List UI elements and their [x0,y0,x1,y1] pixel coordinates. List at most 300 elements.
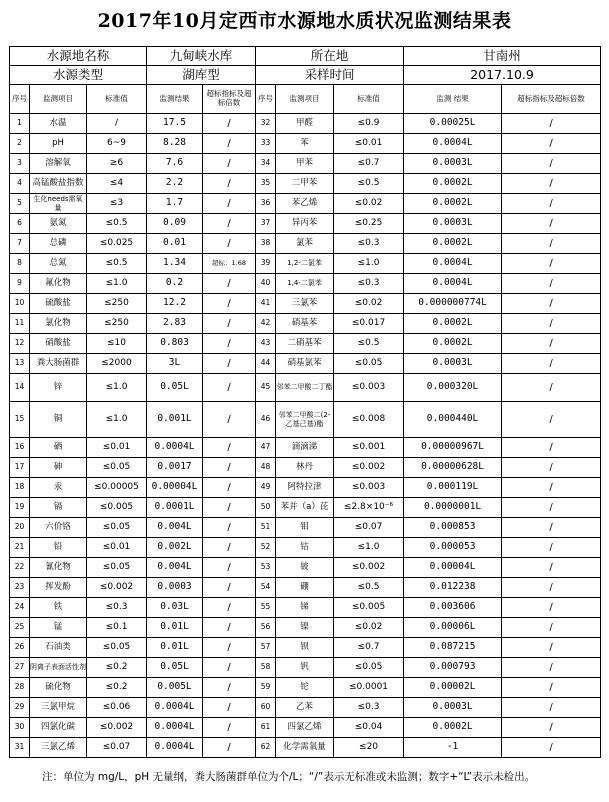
table-row [10,598,601,618]
cell-item: 粪大肠菌群 [30,354,87,374]
table-row [10,718,601,738]
cell-item: 阴离子表面活性剂 [30,658,87,678]
table-row [10,354,601,374]
source-name-value: 九甸峡水库 [147,47,256,66]
cell-item: 乙苯 [276,698,334,718]
cell-standard: ≤0.002 [334,458,404,478]
cell-evaluation: / [502,718,601,738]
cell-result: 0.003606 [404,598,502,618]
cell-result: 0.0004L [404,254,502,274]
cell-result: 0.004L [147,518,203,538]
cell-no: 62 [256,738,276,758]
cell-result: 0.00000967L [404,438,502,458]
cell-evaluation: / [502,234,601,254]
cell-standard: ≤4 [87,174,147,194]
cell-standard: ≤0.5 [334,174,404,194]
cell-item: 石油类 [30,638,87,658]
cell-no: 23 [10,578,30,598]
cell-result: 17.5 [147,114,203,134]
cell-item: 四氯化碳 [30,718,87,738]
cell-standard: ≤0.02 [334,618,404,638]
table-row [10,274,601,294]
cell-result: 0.0004L [147,738,203,758]
cell-no: 43 [256,334,276,354]
table-row [10,438,601,458]
location-value: 甘南州 [404,47,601,66]
cell-evaluation: / [502,334,601,354]
cell-no: 55 [256,598,276,618]
cell-evaluation: / [502,538,601,558]
cell-item: 氨氮 [30,214,87,234]
cell-item: 三氯乙烯 [30,738,87,758]
cell-standard: ≤0.01 [87,438,147,458]
cell-standard: ≤0.5 [334,578,404,598]
cell-no: 38 [256,234,276,254]
cell-result: 0.005L [147,678,203,698]
cell-no: 30 [10,718,30,738]
cell-evaluation: / [203,558,256,578]
cell-evaluation: / [203,698,256,718]
cell-standard: ≤0.002 [334,558,404,578]
source-type-value: 湖库型 [147,66,256,85]
table-row [10,638,601,658]
cell-evaluation: / [502,274,601,294]
cell-item: 硒 [30,438,87,458]
cell-standard: ≤0.3 [334,274,404,294]
cell-no: 15 [10,402,30,438]
cell-item: 镍 [276,618,334,638]
cell-item: 甲苯 [276,154,334,174]
cell-no: 36 [256,194,276,214]
cell-standard: ≤0.01 [87,538,147,558]
cell-no: 17 [10,458,30,478]
cell-result: 0.00006L [404,618,502,638]
cell-evaluation: / [203,538,256,558]
cell-standard: ≤1.0 [87,402,147,438]
cell-item: 硝酸盐 [30,334,87,354]
cell-no: 13 [10,354,30,374]
cell-item: 苯 [276,134,334,154]
cell-no: 46 [256,402,276,438]
cell-no: 29 [10,698,30,718]
cell-result: 0.000053 [404,538,502,558]
cell-evaluation: / [502,374,601,402]
cell-item: 钒 [276,658,334,678]
cell-standard: ≤0.07 [334,518,404,538]
cell-item: 苯并（a）芘 [276,498,334,518]
cell-standard: ≤1.0 [334,538,404,558]
cell-standard: ≤0.005 [87,498,147,518]
cell-item: 总磷 [30,234,87,254]
cell-standard: ≤2000 [87,354,147,374]
cell-result: 0.0003L [404,154,502,174]
cell-item: 钴 [276,538,334,558]
table-row [10,618,601,638]
cell-no: 11 [10,314,30,334]
cell-evaluation: / [502,518,601,538]
cell-no: 25 [10,618,30,638]
sample-time-label: 采样时间 [256,66,404,85]
cell-result: 0.0004L [147,718,203,738]
cell-item: 总氮 [30,254,87,274]
table-row [10,678,601,698]
table-row [10,558,601,578]
cell-evaluation: / [203,478,256,498]
cell-standard: ≤250 [87,314,147,334]
cell-evaluation: / [502,678,601,698]
cell-no: 33 [256,134,276,154]
cell-evaluation: / [502,558,601,578]
cell-standard: ≤0.5 [87,254,147,274]
cell-no: 12 [10,334,30,354]
cell-result: 0.0002L [404,234,502,254]
cell-result: 0.0002L [404,174,502,194]
cell-evaluation: / [203,738,256,758]
cell-result: 0.0003L [404,698,502,718]
cell-standard: ≤1.0 [87,374,147,402]
cell-result: 0.00025L [404,114,502,134]
cell-evaluation: / [203,718,256,738]
cell-no: 61 [256,718,276,738]
cell-no: 57 [256,638,276,658]
location-label: 所在地 [256,47,404,66]
cell-standard: ≤0.0001 [334,678,404,698]
cell-evaluation: / [203,638,256,658]
cell-no: 52 [256,538,276,558]
table-row [10,214,601,234]
cell-standard: ≤0.001 [334,438,404,458]
cell-no: 56 [256,618,276,638]
table-row [10,738,601,758]
cell-result: 3L [147,354,203,374]
cell-evaluation: 超标：1.68 [203,254,256,274]
cell-item: 铊 [276,678,334,698]
cell-item: 1,4-二氯苯 [276,274,334,294]
table-row [10,334,601,354]
table-row [10,254,601,274]
cell-no: 6 [10,214,30,234]
cell-evaluation: / [502,174,601,194]
cell-item: 氰化物 [30,558,87,578]
cell-item: 锰 [30,618,87,638]
cell-no: 44 [256,354,276,374]
page-title: 2017年10月定西市水源地水质状况监测结果表 [97,10,512,32]
table-row [10,314,601,334]
cell-item: 汞 [30,478,87,498]
cell-item: 甲醛 [276,114,334,134]
header-no: 序号 [256,85,276,114]
cell-standard: ≤0.02 [334,194,404,214]
cell-result: 2.83 [147,314,203,334]
cell-evaluation: / [502,738,601,758]
cell-evaluation: / [502,578,601,598]
cell-result: 0.0002L [404,718,502,738]
cell-item: 六价铬 [30,518,87,538]
cell-no: 20 [10,518,30,538]
cell-no: 8 [10,254,30,274]
cell-standard: ≤1.0 [334,254,404,274]
cell-item: 化学需氧量 [276,738,334,758]
cell-standard: ≤0.05 [87,638,147,658]
cell-result: 0.05L [147,658,203,678]
cell-no: 14 [10,374,30,402]
cell-item: 锑 [276,598,334,618]
cell-evaluation: / [502,598,601,618]
cell-result: 0.05L [147,374,203,402]
cell-item: 三氯苯 [276,294,334,314]
cell-item: 铁 [30,598,87,618]
cell-evaluation: / [502,254,601,274]
cell-evaluation: / [502,638,601,658]
cell-result: 0.0000001L [404,498,502,518]
cell-result: 0.803 [147,334,203,354]
header-item: 监测项目 [30,85,87,114]
cell-no: 45 [256,374,276,402]
cell-result: 2.2 [147,174,203,194]
cell-evaluation: / [203,438,256,458]
cell-item: 锌 [30,374,87,402]
cell-result: 0.000119L [404,478,502,498]
cell-item: 阿特拉津 [276,478,334,498]
table-row [10,478,601,498]
cell-item: 铅 [30,538,87,558]
header-result: 监测 结果 [404,85,502,114]
cell-standard: ≤0.3 [334,234,404,254]
header-evaluation: 超标指标及超标倍数 [203,85,256,114]
cell-no: 37 [256,214,276,234]
table-row [10,458,601,478]
cell-result: 0.0004L [404,134,502,154]
cell-evaluation: / [502,658,601,678]
table-row [10,374,601,402]
source-type-label: 水源类型 [10,66,147,85]
cell-no: 60 [256,698,276,718]
cell-standard: ≤0.7 [334,638,404,658]
cell-evaluation: / [203,174,256,194]
header-standard: 标准值 [334,85,404,114]
cell-item: 1,2-二氯苯 [276,254,334,274]
cell-standard: ≤0.2 [87,658,147,678]
cell-result: 0.000440L [404,402,502,438]
table-row [10,578,601,598]
cell-standard: ≤0.05 [334,658,404,678]
cell-item: 钡 [276,638,334,658]
cell-no: 32 [256,114,276,134]
cell-evaluation: / [203,214,256,234]
cell-item: 林丹 [276,458,334,478]
water-quality-table [9,46,601,758]
cell-result: 0.000000774L [404,294,502,314]
cell-item: 铜 [30,402,87,438]
cell-standard: ≤1.0 [87,274,147,294]
cell-result: 0.01L [147,618,203,638]
table-row [10,174,601,194]
cell-result: 0.0017 [147,458,203,478]
cell-item: 异丙苯 [276,214,334,234]
header-evaluation: 超标指标及超标倍数 [502,85,601,114]
cell-no: 24 [10,598,30,618]
cell-result: 0.0004L [404,274,502,294]
cell-evaluation: / [502,354,601,374]
cell-standard: ≤0.05 [87,518,147,538]
cell-result: 0.0003 [147,578,203,598]
cell-evaluation: / [203,498,256,518]
cell-no: 41 [256,294,276,314]
cell-item: 铍 [276,558,334,578]
cell-item: 三氯甲烷 [30,698,87,718]
cell-evaluation: / [203,194,256,214]
cell-no: 35 [256,174,276,194]
cell-standard: ≤0.04 [334,718,404,738]
cell-evaluation: / [502,214,601,234]
cell-result: 0.000853 [404,518,502,538]
cell-standard: ≤0.9 [334,114,404,134]
cell-standard: ≤0.3 [334,698,404,718]
table-row [10,402,601,438]
cell-standard: ≤3 [87,194,147,214]
cell-result: 0.00004L [404,558,502,578]
cell-item: 溶解氧 [30,154,87,174]
footnote: 注：单位为 mg/L，pH 无量纲，粪大肠菌群单位为个/L；“/”表示无标准或未监测；数字+“L”表示未检出。 [42,771,536,783]
cell-item: 滴滴涕 [276,438,334,458]
header-standard: 标准值 [87,85,147,114]
table-row [10,154,601,174]
cell-result: 0.0003L [404,214,502,234]
cell-evaluation: / [203,314,256,334]
cell-result: 0.0003L [404,354,502,374]
cell-result: 0.0004L [147,438,203,458]
cell-no: 16 [10,438,30,458]
cell-result: 0.00000628L [404,458,502,478]
table-row [10,538,601,558]
header-no: 序号 [10,85,30,114]
cell-evaluation: / [502,134,601,154]
cell-evaluation: / [502,618,601,638]
cell-no: 49 [256,478,276,498]
table-row [10,294,601,314]
cell-standard: ≤0.00005 [87,478,147,498]
cell-standard: ≤0.7 [334,154,404,174]
cell-item: 生化needs需氧量 [30,194,87,214]
cell-evaluation: / [203,578,256,598]
sample-time-value: 2017.10.9 [404,66,601,85]
cell-evaluation: / [203,374,256,402]
cell-evaluation: / [502,438,601,458]
cell-evaluation: / [203,294,256,314]
cell-evaluation: / [203,402,256,438]
cell-result: 0.00002L [404,678,502,698]
cell-evaluation: / [502,698,601,718]
header-item: 监测项目 [276,85,334,114]
cell-evaluation: / [502,458,601,478]
cell-evaluation: / [203,518,256,538]
cell-no: 28 [10,678,30,698]
cell-standard: ≤0.3 [87,598,147,618]
cell-result: 1.7 [147,194,203,214]
cell-no: 42 [256,314,276,334]
cell-standard: ≤10 [87,334,147,354]
cell-evaluation: / [203,234,256,254]
cell-standard: ≤0.025 [87,234,147,254]
header-result: 监测结果 [147,85,203,114]
cell-standard: ≤0.017 [334,314,404,334]
cell-item: 邻苯二甲酸二(2-乙基己基)酯 [276,402,334,438]
cell-standard: ≤0.003 [334,478,404,498]
cell-evaluation: / [203,354,256,374]
cell-evaluation: / [502,194,601,214]
cell-item: 氯化物 [30,314,87,334]
cell-no: 50 [256,498,276,518]
cell-no: 10 [10,294,30,314]
cell-standard: ≤0.002 [87,578,147,598]
cell-standard: ≤0.1 [87,618,147,638]
cell-result: -1 [404,738,502,758]
cell-no: 26 [10,638,30,658]
cell-evaluation: / [203,458,256,478]
table-row [10,234,601,254]
cell-item: 氟化物 [30,274,87,294]
cell-standard: ≤0.2 [87,678,147,698]
cell-no: 34 [256,154,276,174]
table-row [10,114,601,134]
cell-item: 氯苯 [276,234,334,254]
cell-result: 0.002L [147,538,203,558]
cell-evaluation: / [203,618,256,638]
cell-standard: ≤0.02 [334,294,404,314]
table-row [10,194,601,214]
cell-result: 0.0002L [404,194,502,214]
cell-result: 0.087215 [404,638,502,658]
cell-no: 31 [10,738,30,758]
cell-item: 钼 [276,518,334,538]
cell-result: 0.0004L [147,698,203,718]
cell-result: 0.01 [147,234,203,254]
cell-evaluation: / [203,274,256,294]
cell-no: 19 [10,498,30,518]
cell-result: 8.28 [147,134,203,154]
cell-no: 40 [256,274,276,294]
cell-result: 0.0002L [404,334,502,354]
cell-result: 7.6 [147,154,203,174]
cell-item: 硼 [276,578,334,598]
cell-standard: ≤0.005 [334,598,404,618]
cell-item: 苯乙烯 [276,194,334,214]
cell-result: 1.34 [147,254,203,274]
cell-result: 0.09 [147,214,203,234]
cell-standard: / [87,114,147,134]
cell-no: 3 [10,154,30,174]
cell-item: 邻苯二甲酸二丁酯 [276,374,334,402]
cell-standard: ≤0.05 [87,558,147,578]
cell-evaluation: / [502,114,601,134]
cell-result: 12.2 [147,294,203,314]
cell-evaluation: / [502,498,601,518]
cell-no: 2 [10,134,30,154]
cell-item: 硝基氯苯 [276,354,334,374]
cell-no: 9 [10,274,30,294]
cell-result: 0.000793 [404,658,502,678]
source-name-label: 水源地名称 [10,47,147,66]
cell-standard: ≤0.07 [87,738,147,758]
cell-standard: ≤2.8×10⁻⁶ [334,498,404,518]
table-row [10,658,601,678]
cell-no: 39 [256,254,276,274]
cell-standard: 6~9 [87,134,147,154]
table-row [10,134,601,154]
cell-standard: ≤0.05 [87,458,147,478]
cell-evaluation: / [203,658,256,678]
cell-standard: ≤0.05 [334,354,404,374]
